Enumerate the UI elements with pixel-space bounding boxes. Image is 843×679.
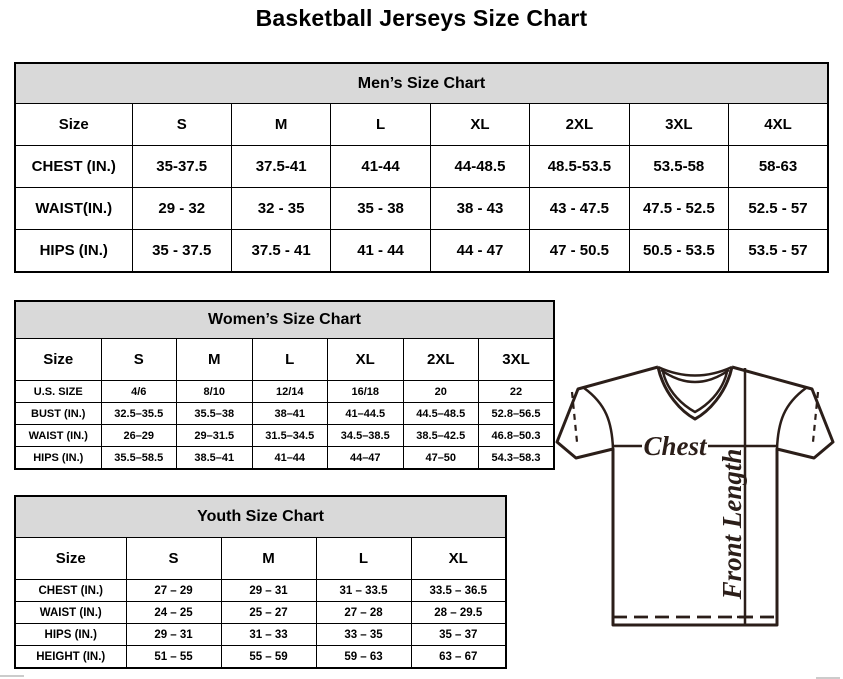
row-label: CHEST (IN.) (15, 146, 132, 188)
size-cell: 37.5-41 (231, 146, 330, 188)
womens-size-table (14, 300, 555, 470)
mens-table-title: Men’s Size Chart (15, 63, 828, 104)
size-cell: 43 - 47.5 (530, 188, 629, 230)
size-cell: 8/10 (177, 381, 253, 403)
table-row (15, 447, 554, 470)
size-cell: 32 - 35 (231, 188, 330, 230)
size-cell: 34.5–38.5 (328, 425, 404, 447)
table-row (15, 146, 828, 188)
table-row (15, 301, 554, 339)
table-row (15, 624, 506, 646)
row-label: HIPS (IN.) (15, 447, 101, 470)
size-cell: 31 – 33.5 (316, 580, 411, 602)
size-cell: 44–47 (328, 447, 404, 470)
size-cell: 47 - 50.5 (530, 230, 629, 273)
column-header: L (252, 339, 328, 381)
size-cell: 38.5–41 (177, 447, 253, 470)
size-cell: 46.8–50.3 (479, 425, 555, 447)
size-cell: 35 - 37.5 (132, 230, 231, 273)
size-cell: 35-37.5 (132, 146, 231, 188)
column-header: Size (15, 538, 126, 580)
column-header: XL (328, 339, 404, 381)
column-header: 2XL (530, 104, 629, 146)
size-cell: 33 – 35 (316, 624, 411, 646)
row-label: BUST (IN.) (15, 403, 101, 425)
size-cell: 53.5-58 (629, 146, 728, 188)
size-cell: 27 – 28 (316, 602, 411, 624)
front-length-label: Front Length (717, 448, 747, 600)
size-cell: 29 – 31 (126, 624, 221, 646)
row-label: HIPS (IN.) (15, 230, 132, 273)
size-cell: 44 - 47 (430, 230, 529, 273)
youth-size-table (14, 495, 507, 669)
size-cell: 50.5 - 53.5 (629, 230, 728, 273)
size-cell: 59 – 63 (316, 646, 411, 669)
column-header: S (101, 339, 177, 381)
size-cell: 26–29 (101, 425, 177, 447)
row-label: WAIST(IN.) (15, 188, 132, 230)
table-row (15, 230, 828, 273)
size-cell: 24 – 25 (126, 602, 221, 624)
size-cell: 29 - 32 (132, 188, 231, 230)
size-cell: 53.5 - 57 (729, 230, 828, 273)
size-cell: 52.5 - 57 (729, 188, 828, 230)
size-cell: 35.5–38 (177, 403, 253, 425)
size-cell: 16/18 (328, 381, 404, 403)
size-cell: 25 – 27 (221, 602, 316, 624)
column-header: M (177, 339, 253, 381)
size-cell: 55 – 59 (221, 646, 316, 669)
size-cell: 37.5 - 41 (231, 230, 330, 273)
table-row (15, 538, 506, 580)
size-cell: 41 - 44 (331, 230, 430, 273)
table-row (15, 496, 506, 538)
size-cell: 4/6 (101, 381, 177, 403)
table-row (15, 580, 506, 602)
size-cell: 29 – 31 (221, 580, 316, 602)
column-header: Size (15, 339, 101, 381)
column-header: 4XL (729, 104, 828, 146)
column-header: Size (15, 104, 132, 146)
size-cell: 20 (403, 381, 479, 403)
size-cell: 22 (479, 381, 555, 403)
size-cell: 32.5–35.5 (101, 403, 177, 425)
size-cell: 38–41 (252, 403, 328, 425)
size-cell: 41–44.5 (328, 403, 404, 425)
size-cell: 41-44 (331, 146, 430, 188)
jersey-seam-right (777, 388, 806, 449)
table-row (15, 63, 828, 104)
row-label: HIPS (IN.) (15, 624, 126, 646)
size-cell: 52.8–56.5 (479, 403, 555, 425)
table-row (15, 425, 554, 447)
row-label: U.S. SIZE (15, 381, 101, 403)
size-cell: 31.5–34.5 (252, 425, 328, 447)
column-header: S (132, 104, 231, 146)
table-row (15, 403, 554, 425)
row-label: CHEST (IN.) (15, 580, 126, 602)
column-header: XL (430, 104, 529, 146)
size-cell: 33.5 – 36.5 (411, 580, 506, 602)
column-header: XL (411, 538, 506, 580)
size-cell: 58-63 (729, 146, 828, 188)
youth-table-title: Youth Size Chart (15, 496, 506, 538)
column-header: M (221, 538, 316, 580)
size-cell: 51 – 55 (126, 646, 221, 669)
table-row (15, 188, 828, 230)
size-cell: 35 - 38 (331, 188, 430, 230)
mens-size-table (14, 62, 829, 273)
column-header: L (316, 538, 411, 580)
size-cell: 47–50 (403, 447, 479, 470)
size-cell: 44.5–48.5 (403, 403, 479, 425)
jersey-seam-left (584, 388, 613, 449)
column-header: 3XL (629, 104, 728, 146)
table-row (15, 381, 554, 403)
row-label: WAIST (IN.) (15, 602, 126, 624)
size-cell: 28 – 29.5 (411, 602, 506, 624)
size-cell: 12/14 (252, 381, 328, 403)
womens-table-title: Women’s Size Chart (15, 301, 554, 339)
table-row (15, 602, 506, 624)
column-header: L (331, 104, 430, 146)
size-cell: 54.3–58.3 (479, 447, 555, 470)
size-cell: 35 – 37 (411, 624, 506, 646)
column-header: 3XL (479, 339, 555, 381)
size-cell: 47.5 - 52.5 (629, 188, 728, 230)
size-cell: 27 – 29 (126, 580, 221, 602)
size-cell: 31 – 33 (221, 624, 316, 646)
row-label: HEIGHT (IN.) (15, 646, 126, 669)
size-cell: 35.5–58.5 (101, 447, 177, 470)
jersey-diagram (552, 356, 837, 632)
table-row (15, 339, 554, 381)
size-cell: 44-48.5 (430, 146, 529, 188)
column-header: 2XL (403, 339, 479, 381)
size-cell: 48.5-53.5 (530, 146, 629, 188)
scrollbar-artifact-left (0, 675, 24, 677)
size-cell: 29–31.5 (177, 425, 253, 447)
size-cell: 63 – 67 (411, 646, 506, 669)
row-label: WAIST (IN.) (15, 425, 101, 447)
size-cell: 38 - 43 (430, 188, 529, 230)
table-row (15, 646, 506, 669)
page-title: Basketball Jerseys Size Chart (255, 5, 588, 31)
size-cell: 41–44 (252, 447, 328, 470)
size-cell: 38.5–42.5 (403, 425, 479, 447)
table-row (15, 104, 828, 146)
column-header: S (126, 538, 221, 580)
column-header: M (231, 104, 330, 146)
jersey-outline (557, 367, 833, 625)
chest-label: Chest (643, 431, 707, 461)
